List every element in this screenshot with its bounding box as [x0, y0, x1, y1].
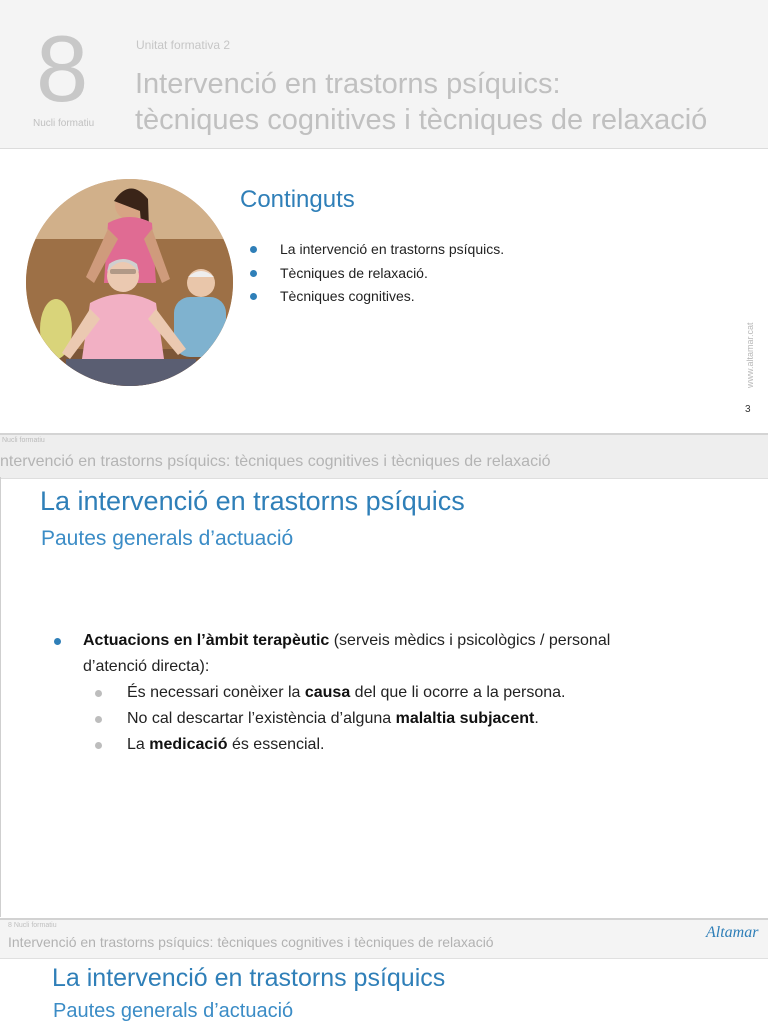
unit-number: 8 — [36, 16, 89, 121]
sub-bullet-icon — [95, 716, 102, 723]
website-url[interactable]: www.altamar.cat — [745, 322, 755, 388]
altamar-logo: Altamar — [706, 924, 759, 941]
sub-bullet-list — [54, 680, 694, 758]
bullet-icon — [250, 246, 257, 253]
slide2-running-title: ntervenció en trastorns psíquics: tècniques cognitives i tècniques de relaxació — [0, 453, 551, 470]
list-item: Tècniques de relaxació. — [250, 262, 504, 286]
relaxation-photo — [26, 179, 233, 386]
slide2-title: La intervenció en trastorns psíquics — [40, 486, 465, 516]
slide3-running-title: Intervenció en trastorns psíquics: tècniques cognitives i tècniques de relaxació — [8, 934, 494, 950]
slide2-subtitle: Pautes generals d’actuació — [41, 527, 294, 550]
sub-bullet-icon — [95, 742, 102, 749]
main-bullet: Actuacions en l’àmbit terapèutic (serveis mèdics i psicològics / personal d’atenció directa): — [54, 628, 694, 680]
unitat-label: Unitat formativa 2 — [136, 38, 231, 52]
list-item: Tècniques cognitives. — [250, 285, 504, 309]
list-item: La medicació és essencial. — [54, 732, 694, 758]
slide2-content — [54, 628, 694, 758]
list-item: No cal descartar l’existència d’alguna malaltia subjacent. — [54, 706, 694, 732]
contents-list — [250, 238, 504, 309]
list-item: La intervenció en trastorns psíquics. — [250, 238, 504, 262]
slide1-title-line2: tècniques cognitives i tècniques de relaxació — [135, 104, 708, 136]
slide2-tiny-label: Nucli formatiu — [2, 437, 45, 444]
list-item: És necessari conèixer la causa del que li ocorre a la persona. — [54, 680, 694, 706]
slide3-title: La intervenció en trastorns psíquics — [52, 964, 446, 992]
page-number: 3 — [745, 404, 751, 415]
nucli-label: Nucli formatiu — [33, 118, 95, 129]
slide3-tiny-label: 8 Nucli formatiu — [8, 922, 57, 929]
bullet-icon — [250, 293, 257, 300]
slide1-title — [135, 66, 707, 138]
bullet-icon — [54, 638, 61, 645]
slide1-title-line1: Intervenció en trastorns psíquics: — [135, 68, 561, 100]
slide3-subtitle: Pautes generals d’actuació — [53, 1000, 294, 1022]
photo-illustration — [26, 179, 233, 386]
bullet-icon — [250, 270, 257, 277]
slide2-left-border — [0, 477, 1, 917]
sub-bullet-icon — [95, 690, 102, 697]
contents-title: Continguts — [240, 186, 355, 213]
